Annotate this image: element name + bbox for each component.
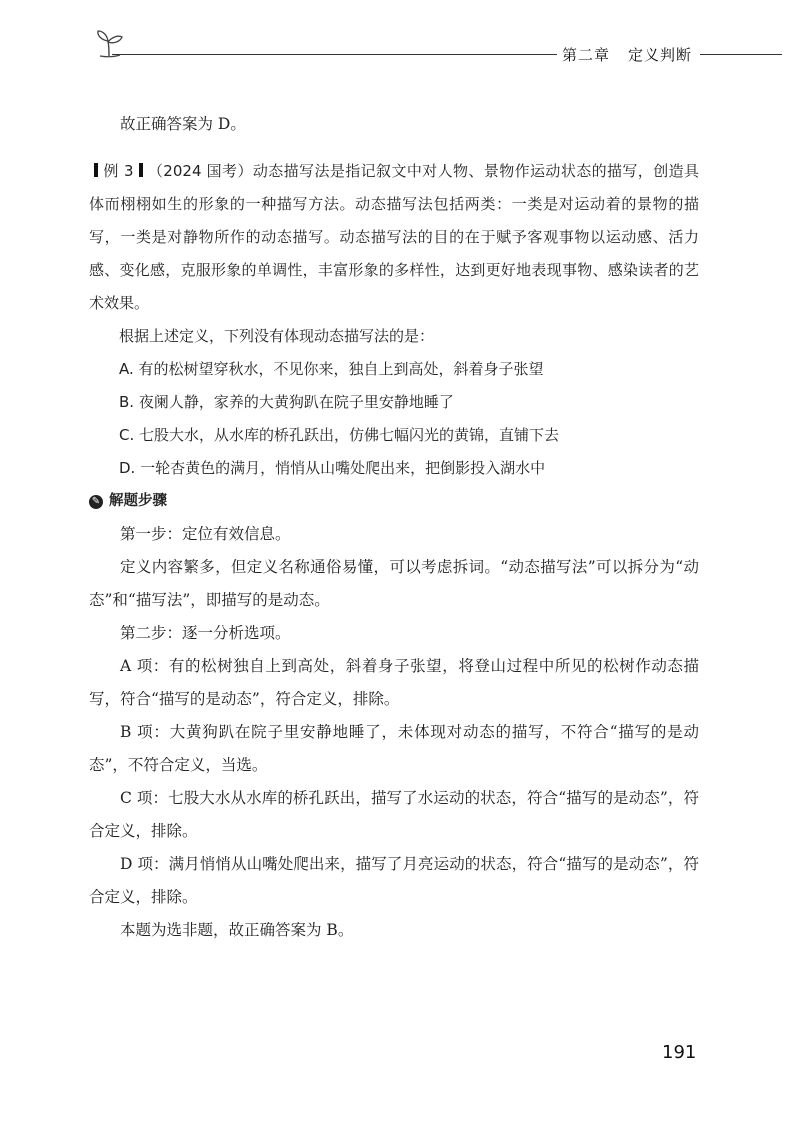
bracket-bar-left [94,163,98,177]
option-d: D. 一轮杏黄色的满月，悄悄从山嘴处爬出来，把倒影投入湖水中 [119,459,546,477]
previous-answer: 故正确答案为 D。 [120,115,246,133]
header-rule-right [700,54,782,55]
option-c: C. 七股大水，从水库的桥孔跃出，仿佛七幅闪光的黄锦，直铺下去 [119,426,560,444]
header-rule-left [112,54,557,55]
step-2: 第二步：逐一分析选项。 [120,624,291,642]
chapter-title: 定义判断 [628,46,693,64]
bracket-bar-right [139,163,143,177]
chapter-number: 第二章 [562,46,611,64]
solution-heading [89,485,699,518]
step-1-detail: 定义内容繁多，但定义名称通俗易懂，可以考虑拆词。“动态描写法”可以拆分为“动态”和“描写法”，即描写的是动态。 [89,558,699,609]
step-1: 第一步：定位有效信息。 [120,525,291,543]
page-header [92,28,782,68]
sprout-icon [92,28,126,60]
chapter-heading [562,44,692,65]
pen-badge-icon: ✎ [89,495,103,509]
analysis-c: C 项：七股大水从水库的桥孔跃出，描写了水运动的状态，符合“描写的是动态”，符合定义，排除。 [89,789,699,840]
example-tag: 例 3 [103,162,134,180]
question-stem: 根据上述定义，下列没有体现动态描写法的是： [119,327,435,345]
option-b: B. 夜阑人静，家养的大黄狗趴在院子里安静地睡了 [119,393,454,411]
analysis-a: A 项：有的松树独自上到高处，斜着身子张望，将登山过程中所见的松树作动态描写，符合“描写的是动态”，符合定义，排除。 [89,657,699,708]
page-content [89,108,699,947]
analysis-d: D 项：满月悄悄从山嘴处爬出来，描写了月亮运动的状态，符合“描写的是动态”，符合定义，排除。 [89,855,699,906]
final-answer: 本题为选非题，故正确答案为 B。 [120,921,354,939]
example-source: （2024 国考） [147,162,253,180]
solution-title: 解题步骤 [109,493,167,509]
option-a: A. 有的松树望穿秋水，不见你来，独自上到高处，斜着身子张望 [119,360,544,378]
example-paragraph [89,155,699,320]
example-text: 动态描写法是指记叙文中对人物、景物作运动状态的描写，创造具体而栩栩如生的形象的一种描写方法。动态描写法包括两类：一类是对运动着的景物的描写，一类是对静物所作的动态描写。动态描写法的目的在于赋予客观事物以运动感、活力感、变化感，克服形象的单调性，丰富形象的多样性，达到更好地表现事物、感染读者的艺术效果。 [89,162,700,312]
page-number: 191 [662,1042,697,1063]
analysis-b: B 项：大黄狗趴在院子里安静地睡了，未体现对动态的描写，不符合“描写的是动态”，不符合定义，当选。 [89,723,699,774]
